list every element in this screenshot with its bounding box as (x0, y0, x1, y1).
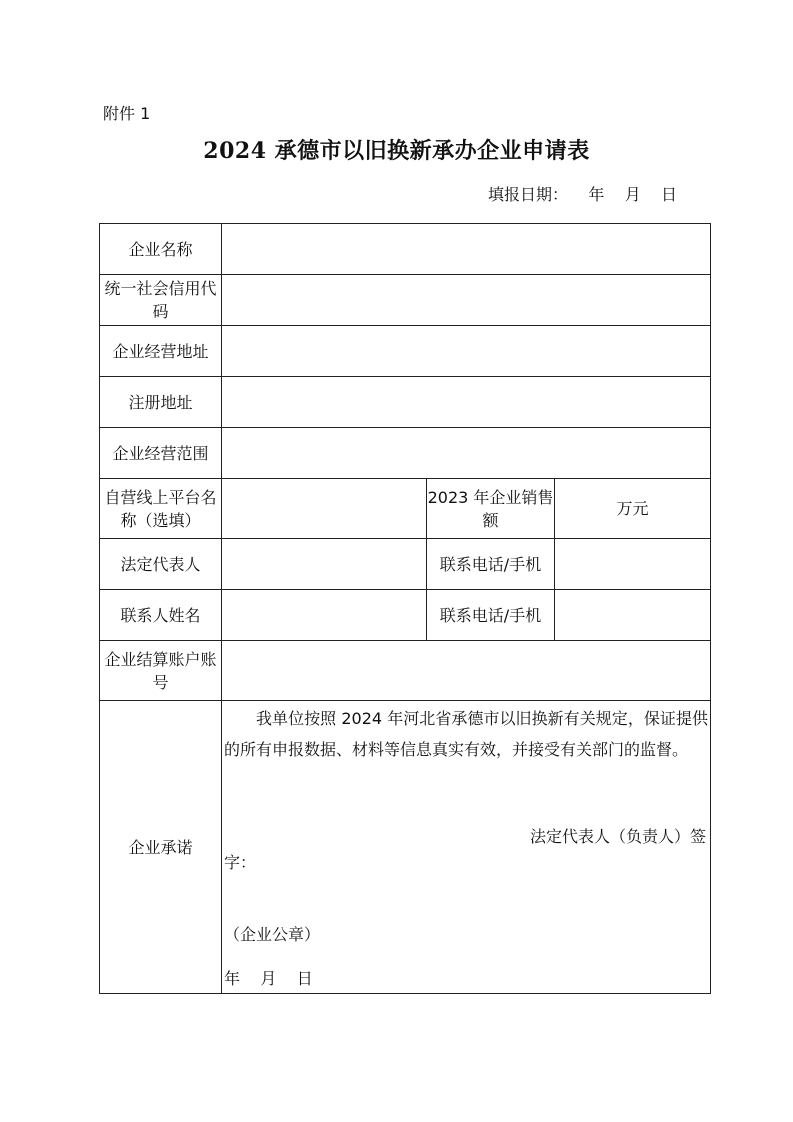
label-contact-phone-2: 联系电话/手机 (427, 590, 555, 641)
field-registered-address[interactable] (222, 377, 711, 428)
row-credit-code (100, 275, 711, 326)
row-commitment (100, 701, 711, 994)
field-business-address[interactable] (222, 326, 711, 377)
label-business-scope: 企业经营范围 (100, 428, 222, 479)
row-settlement-account (100, 641, 711, 701)
label-credit-code: 统一社会信用代码 (100, 275, 222, 326)
field-settlement-account[interactable] (222, 641, 711, 701)
field-sales-2023[interactable] (555, 479, 711, 539)
label-platform-name: 自营线上平台名称（选填） (100, 479, 222, 539)
label-business-address: 企业经营地址 (100, 326, 222, 377)
field-company-name[interactable] (222, 224, 711, 275)
fill-date: 填报日期： 年 月 日 (488, 185, 678, 204)
field-legal-rep[interactable] (222, 539, 427, 590)
label-settlement-account: 企业结算账户账号 (100, 641, 222, 701)
label-registered-address: 注册地址 (100, 377, 222, 428)
company-seal-label: （企业公章） (224, 925, 321, 944)
field-contact-phone-1[interactable] (555, 539, 711, 590)
row-platform-sales (100, 479, 711, 539)
row-business-scope (100, 428, 711, 479)
label-commitment: 企业承诺 (100, 701, 222, 994)
row-legal-rep (100, 539, 711, 590)
field-contact-name[interactable] (222, 590, 427, 641)
label-company-name: 企业名称 (100, 224, 222, 275)
application-form-table (99, 223, 711, 994)
page-title: 2024 承德市以旧换新承办企业申请表 (203, 138, 590, 164)
label-contact-name: 联系人姓名 (100, 590, 222, 641)
label-legal-rep: 法定代表人 (100, 539, 222, 590)
row-registered-address (100, 377, 711, 428)
label-sales-2023: 2023 年企业销售额 (427, 479, 555, 539)
signature-line: 法定代表人（负责人）签 (530, 827, 707, 846)
field-credit-code[interactable] (222, 275, 711, 326)
label-contact-phone-1: 联系电话/手机 (427, 539, 555, 590)
commitment-text: 我单位按照 2024 年河北省承德市以旧换新有关规定，保证提供的所有申报数据、材料等信息真实有效，并接受有关部门的监督。 (224, 709, 709, 759)
field-business-scope[interactable] (222, 428, 711, 479)
signature-line-cont: 字： (224, 853, 257, 872)
row-business-address (100, 326, 711, 377)
attachment-label: 附件 1 (103, 104, 151, 123)
row-contact-name (100, 590, 711, 641)
field-contact-phone-2[interactable] (555, 590, 711, 641)
commitment-date: 年 月 日 (224, 969, 313, 988)
commitment-block (222, 701, 711, 994)
row-company-name (100, 224, 711, 275)
field-platform-name[interactable] (222, 479, 427, 539)
sales-unit: 万元 (616, 499, 649, 518)
